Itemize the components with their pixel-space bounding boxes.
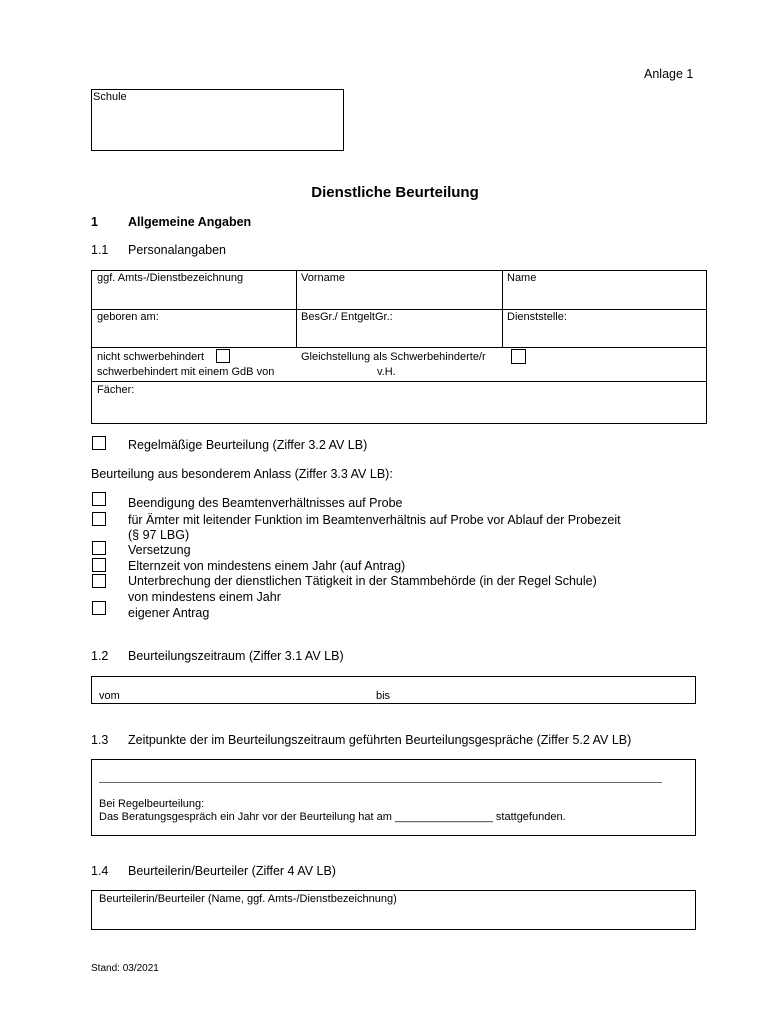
section-1-2-title: Beurteilungszeitraum (Ziffer 3.1 AV LB) bbox=[128, 649, 344, 663]
table-row-divider bbox=[91, 381, 707, 382]
section-1-3-title: Zeitpunkte der im Beurteilungszeitraum geführten Beurteilungsgespräche (Ziffer 5.2 AV LB) bbox=[128, 733, 632, 747]
option-elternzeit-checkbox[interactable] bbox=[92, 558, 106, 572]
annex-label: Anlage 1 bbox=[644, 67, 694, 81]
regel-label: Bei Regelbeurteilung: bbox=[99, 798, 205, 810]
gleichstellung-checkbox[interactable] bbox=[511, 349, 526, 364]
vom-label: vom bbox=[99, 690, 120, 702]
option-leitende-funktion-checkbox[interactable] bbox=[92, 512, 106, 526]
beratung-text bbox=[99, 811, 566, 823]
option-leitende-funktion-label-cont: (§ 97 LBG) bbox=[128, 528, 190, 542]
option-eigener-antrag-label: eigener Antrag bbox=[128, 606, 210, 620]
gespraeche-box[interactable] bbox=[91, 759, 696, 836]
option-leitende-funktion-label: für Ämter mit leitender Funktion im Beamtenverhältnis auf Probe vor Ablauf der Probezeit bbox=[128, 513, 621, 527]
schwerbehindert-gdb-label[interactable]: schwerbehindert mit einem GdB von bbox=[97, 366, 275, 378]
besonderer-anlass-label: Beurteilung aus besonderem Anlass (Ziffer 3.3 AV LB): bbox=[91, 467, 393, 481]
section-1-2-number: 1.2 bbox=[91, 649, 109, 663]
stand-footer: Stand: 03/2021 bbox=[91, 963, 159, 974]
page-title: Dienstliche Beurteilung bbox=[311, 184, 479, 201]
school-label: Schule bbox=[93, 91, 127, 103]
section-1-title: Allgemeine Angaben bbox=[128, 215, 252, 229]
table-row-divider bbox=[91, 347, 707, 348]
faecher-label[interactable]: Fächer: bbox=[97, 384, 135, 396]
nicht-schwerbehindert-label: nicht schwerbehindert bbox=[97, 351, 205, 363]
gleichstellung-label: Gleichstellung als Schwerbehinderte/r bbox=[301, 351, 486, 363]
section-1-number: 1 bbox=[91, 215, 98, 229]
amts-label[interactable]: ggf. Amts-/Dienstbezeichnung bbox=[97, 272, 244, 284]
nicht-schwerbehindert-checkbox[interactable] bbox=[216, 349, 230, 363]
option-eigener-antrag-checkbox[interactable] bbox=[92, 601, 106, 615]
name-label[interactable]: Name bbox=[507, 272, 537, 284]
regelmaessig-label: Regelmäßige Beurteilung (Ziffer 3.2 AV LB) bbox=[128, 438, 368, 452]
beurteiler-box[interactable] bbox=[91, 890, 696, 930]
regelmaessig-checkbox[interactable] bbox=[92, 436, 106, 450]
school-box[interactable] bbox=[91, 89, 344, 151]
option-beendigung-label: Beendigung des Beamtenverhältnisses auf Probe bbox=[128, 496, 403, 510]
gespraeche-entry-line[interactable] bbox=[99, 782, 662, 783]
option-unterbrechung-checkbox[interactable] bbox=[92, 574, 106, 588]
dienststelle-label[interactable]: Dienststelle: bbox=[507, 311, 567, 323]
option-elternzeit-label: Elternzeit von mindestens einem Jahr (auf Antrag) bbox=[128, 559, 406, 573]
bis-label: bis bbox=[376, 690, 391, 702]
geboren-label[interactable]: geboren am: bbox=[97, 311, 159, 323]
section-1-1-title: Personalangaben bbox=[128, 243, 226, 257]
beurteiler-label: Beurteilerin/Beurteiler (Name, ggf. Amts-/Dienstbezeichnung) bbox=[99, 893, 397, 905]
zeitraum-box[interactable] bbox=[91, 676, 696, 704]
table-row-divider bbox=[91, 309, 707, 310]
option-beendigung-checkbox[interactable] bbox=[92, 492, 106, 506]
section-1-1-number: 1.1 bbox=[91, 243, 109, 257]
section-1-4-title: Beurteilerin/Beurteiler (Ziffer 4 AV LB) bbox=[128, 864, 336, 878]
section-1-4-number: 1.4 bbox=[91, 864, 109, 878]
table-col-divider bbox=[502, 270, 503, 347]
table-col-divider bbox=[296, 270, 297, 347]
beratung-text-pre: Das Beratungsgespräch ein Jahr vor der Beurteilung hat am bbox=[99, 811, 392, 823]
besgr-label[interactable]: BesGr./ EntgeltGr.: bbox=[301, 311, 393, 323]
beratung-text-post: stattgefunden. bbox=[495, 811, 566, 823]
option-unterbrechung-label: Unterbrechung der dienstlichen Tätigkeit in der Stammbehörde (in der Regel Schule) bbox=[128, 574, 597, 588]
vh-label: v.H. bbox=[377, 366, 396, 378]
vorname-label[interactable]: Vorname bbox=[301, 272, 346, 284]
section-1-3-number: 1.3 bbox=[91, 733, 109, 747]
option-versetzung-checkbox[interactable] bbox=[92, 541, 106, 555]
beratung-date-blank[interactable]: ________________ bbox=[394, 811, 493, 823]
option-versetzung-label: Versetzung bbox=[128, 543, 191, 557]
option-unterbrechung-label-cont: von mindestens einem Jahr bbox=[128, 590, 281, 604]
